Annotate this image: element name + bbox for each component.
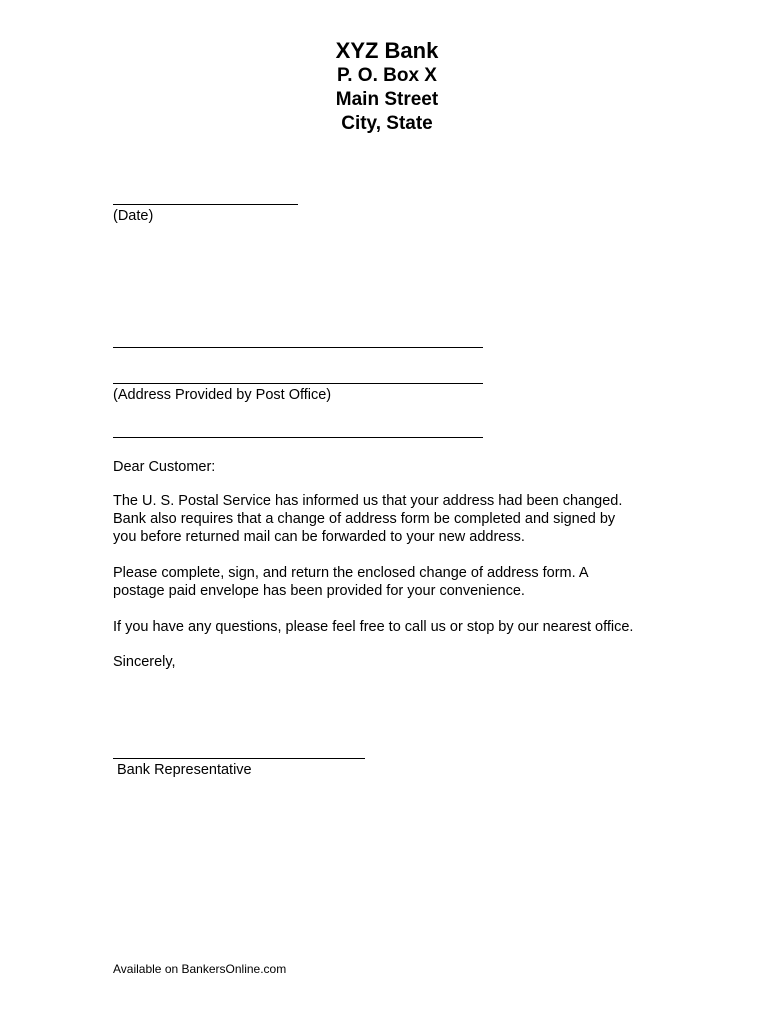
body-paragraph	[113, 492, 622, 546]
bank-name: XYZ Bank	[335, 38, 439, 63]
letterhead-address-line: City, State	[341, 113, 433, 134]
footer-source: Available on BankersOnline.com	[113, 962, 287, 976]
date-label: (Date)	[113, 208, 154, 224]
letterhead-address-line: Main Street	[335, 89, 439, 110]
paragraph-line: postage paid envelope has been provided for your convenience.	[113, 583, 525, 599]
paragraph-line: The U. S. Postal Service has informed us that your address had been changed.	[113, 493, 623, 509]
paragraph-line: you before returned mail can be forwarded to your new address.	[113, 529, 525, 545]
paragraph-line: If you have any questions, please feel free to call us or stop by our nearest office.	[113, 619, 634, 635]
paragraph-line: Please complete, sign, and return the enclosed change of address form. A	[113, 565, 589, 581]
address-blank-line	[113, 437, 483, 438]
salutation: Dear Customer:	[113, 459, 216, 475]
signature-blank-line	[113, 758, 365, 759]
body-paragraph	[113, 564, 589, 600]
closing: Sincerely,	[113, 654, 176, 670]
paragraph-line: Bank also requires that a change of address form be completed and signed by	[113, 511, 616, 527]
address-blank-line	[113, 347, 483, 348]
date-blank-line	[113, 204, 298, 205]
address-label: (Address Provided by Post Office)	[113, 387, 332, 403]
signature-label: Bank Representative	[117, 762, 252, 778]
letterhead	[2, 38, 770, 136]
letterhead-address-line: P. O. Box X	[337, 65, 437, 86]
body-paragraph	[113, 618, 633, 636]
address-blank-line	[113, 383, 483, 384]
